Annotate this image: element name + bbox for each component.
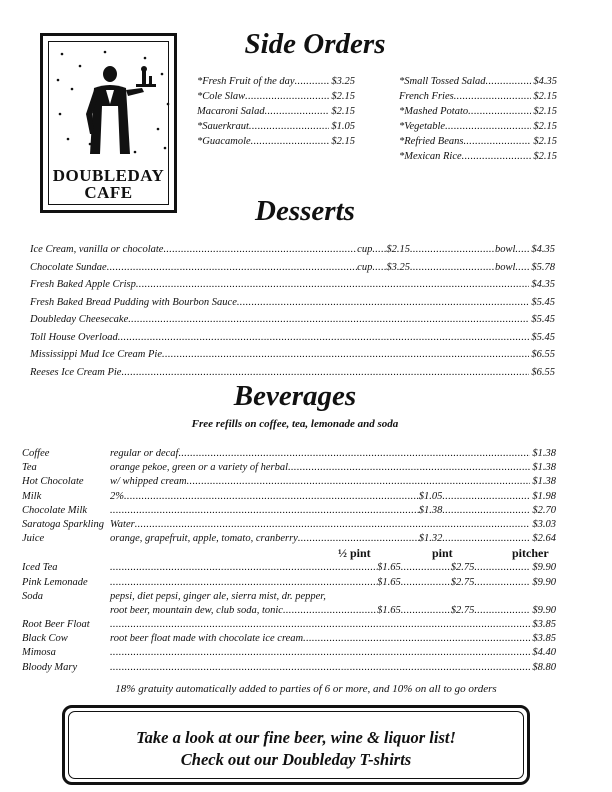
dessert-name: Fresh Baked Apple Crisp [30, 279, 136, 290]
logo-text-doubleday: DOUBLEDAY [52, 166, 165, 185]
beverage-price-row [110, 476, 556, 487]
leader-dots [283, 605, 377, 616]
side-order-item [197, 104, 355, 119]
beverage-price-row [110, 462, 556, 473]
leader-dots [515, 261, 529, 275]
beverage-name: Tea [22, 462, 37, 474]
side-order-item [399, 89, 557, 104]
dessert-price: $6.55 [531, 349, 555, 360]
leader-dots [372, 243, 386, 257]
beverage-price: $2.70 [532, 504, 556, 516]
doubleday-cafe-logo [40, 33, 177, 213]
dessert-bowl-label: bowl [494, 244, 516, 255]
beverage-name: Black Cow [22, 633, 68, 645]
dessert-item [30, 243, 555, 257]
leader-dots [135, 519, 531, 530]
dessert-name: Ice Cream, vanilla or chocolate [30, 244, 164, 255]
dessert-item [30, 278, 555, 292]
leader-dots [401, 562, 451, 573]
beverages-title: Beverages [233, 380, 357, 412]
footer-line-beer-list: Take a look at our fine beer, wine & liquor list! [136, 728, 456, 747]
side-order-name: *Vegetable [399, 121, 446, 132]
logo-text-cafe: CAFE [84, 183, 133, 202]
beverage-price: $3.85 [532, 619, 556, 630]
dessert-item [30, 331, 555, 345]
side-order-price: $1.05 [331, 121, 355, 132]
side-order-price: $2.15 [533, 151, 557, 162]
beverage-name: Milk [22, 490, 42, 502]
side-order-name: *Fresh Fruit of the day [197, 76, 295, 87]
dessert-name: Chocolate Sundae [30, 261, 107, 273]
leader-dots [110, 647, 530, 658]
dessert-name: Doubleday Cheesecake [30, 314, 129, 325]
side-order-price: $2.15 [331, 136, 355, 147]
side-order-price: $2.15 [533, 91, 557, 102]
leader-dots [401, 605, 451, 616]
leader-dots [124, 491, 419, 502]
leader-dots [110, 577, 377, 588]
leader-dots [121, 366, 529, 380]
side-order-item [197, 134, 355, 149]
leader-dots [410, 261, 495, 275]
waiter-illustration-icon [50, 44, 175, 159]
beverage-name: Juice [22, 533, 45, 545]
dessert-cup-label: cup [357, 244, 373, 255]
leader-dots [295, 74, 330, 89]
side-order-item [399, 104, 557, 119]
beverage-price-row [110, 633, 556, 644]
beverage-pint-price: $2.75 [450, 576, 475, 588]
beverage-price: $1.38 [532, 462, 556, 474]
dessert-item [30, 348, 555, 362]
beverage-price: $1.98 [532, 490, 556, 502]
beverage-half-pint-price: $1.65 [377, 562, 401, 574]
leader-dots [442, 505, 530, 516]
side-order-name: *Mashed Potato [399, 106, 469, 117]
beverage-price-row [110, 647, 556, 658]
dessert-cup-price: $2.15 [386, 244, 410, 255]
leader-dots [486, 74, 532, 89]
beverage-description: root beer float made with chocolate ice cream [110, 633, 304, 645]
leader-dots [410, 243, 495, 257]
beverage-price: $9.90 [532, 604, 556, 616]
beverage-name: Saratoga Sparkling [22, 519, 104, 530]
leader-dots [303, 633, 530, 644]
leader-dots [110, 619, 530, 630]
side-order-item [399, 119, 557, 134]
leader-dots [136, 278, 530, 292]
beverage-description: 2% [110, 490, 124, 502]
dessert-cup-label: cup [357, 261, 373, 273]
beverage-price: $4.40 [532, 647, 556, 659]
leader-dots [118, 331, 530, 345]
side-order-name: *Sauerkraut [197, 121, 249, 132]
leader-dots [442, 491, 530, 502]
beverage-price: $2.64 [532, 533, 556, 545]
beverage-price-row [110, 491, 556, 502]
dessert-item [30, 296, 555, 310]
dessert-price: $6.55 [531, 366, 555, 378]
side-order-price: $2.15 [533, 136, 557, 147]
beverage-price-row [110, 662, 556, 673]
leader-dots [468, 104, 531, 119]
side-order-price: $2.15 [331, 91, 355, 102]
dessert-price: $5.45 [531, 331, 555, 343]
leader-dots [288, 462, 530, 473]
gratuity-note: 18% gratuity automatically added to parties of 6 or more, and 10% on all to go orders [115, 683, 497, 695]
side-order-name: *Guacamole [197, 136, 251, 147]
leader-dots [162, 348, 529, 362]
leader-dots [178, 448, 530, 459]
side-order-name: French Fries [399, 91, 454, 102]
leader-dots [401, 577, 451, 588]
leader-dots [187, 476, 531, 487]
leader-dots [454, 89, 532, 104]
footer-line-tshirts: Check out our Doubleday T-shirts [180, 750, 412, 769]
side-order-name: *Small Tossed Salad [399, 76, 486, 87]
beverage-name: Soda [22, 590, 43, 602]
dessert-item [30, 313, 555, 327]
beverage-half-pint-price: $1.65 [377, 576, 401, 588]
size-header-pint: pint [432, 546, 453, 560]
dessert-name: Mississippi Mud Ice Cream Pie [30, 349, 163, 360]
beverage-price: $9.90 [532, 562, 556, 574]
leader-dots [515, 243, 529, 257]
beverage-description: pepsi, diet pepsi, ginger ale, sierra mist, dr. pepper, [110, 590, 326, 602]
beverage-description: Water [110, 519, 135, 530]
side-order-item [399, 149, 557, 164]
side-orders-right-column [399, 74, 559, 164]
size-header-half-pint: ½ pint [338, 546, 371, 560]
leader-dots [265, 104, 330, 119]
side-order-item [399, 134, 557, 149]
beverage-name: Root Beer Float [22, 619, 90, 630]
side-order-item [197, 119, 355, 134]
dessert-price: $5.45 [531, 314, 555, 325]
side-order-price: $2.15 [331, 106, 355, 117]
beverage-description: root beer, mountain dew, club soda, tonic [110, 604, 283, 616]
side-order-name: *Mexican Rice [399, 151, 462, 162]
side-order-price: $2.15 [533, 106, 557, 117]
side-order-name: *Cole Slaw [197, 91, 246, 102]
beverage-price-row [110, 448, 556, 459]
dessert-name: Reeses Ice Cream Pie [30, 366, 122, 378]
dessert-cup-price: $3.25 [386, 261, 410, 273]
leader-dots [163, 243, 357, 257]
beverage-name: Mimosa [22, 647, 56, 659]
beverage-small-price: $1.32 [418, 533, 443, 545]
dessert-price: $4.35 [531, 279, 555, 290]
beverage-price: $1.38 [532, 476, 556, 488]
leader-dots [474, 562, 530, 573]
side-order-item [197, 89, 355, 104]
footer-banner [62, 705, 530, 785]
leader-dots [463, 134, 531, 149]
leader-dots [237, 296, 530, 310]
dessert-name: Toll House Overload [30, 331, 118, 343]
beverage-description: regular or decaf [110, 448, 179, 459]
beverage-name: Chocolate Milk [22, 504, 88, 516]
beverage-name: Coffee [22, 448, 50, 459]
leader-dots [298, 533, 419, 544]
dessert-item [30, 261, 555, 275]
side-order-item [197, 74, 355, 89]
side-order-price: $3.25 [331, 76, 355, 87]
leader-dots [110, 505, 419, 516]
beverage-pint-price: $2.75 [450, 562, 475, 574]
beverage-small-price: $1.05 [418, 490, 443, 502]
beverage-price-row [110, 577, 556, 588]
beverage-pint-price: $2.75 [450, 604, 475, 616]
dessert-item [30, 366, 555, 380]
beverage-description: orange pekoe, green or a variety of herbal [110, 462, 289, 474]
side-orders-title: Side Orders [244, 28, 386, 60]
dessert-name: Fresh Baked Bread Pudding with Bourbon Sauce [30, 296, 237, 308]
leader-dots [128, 313, 529, 327]
beverage-half-pint-price: $1.65 [377, 604, 401, 616]
beverage-price-row [110, 505, 556, 516]
beverage-name: Bloody Mary [22, 661, 78, 673]
beverage-name: Hot Chocolate [22, 476, 84, 488]
leader-dots [474, 577, 530, 588]
beverage-description: orange, grapefruit, apple, tomato, cranberry [110, 533, 298, 545]
beverage-price-row [110, 619, 556, 630]
leader-dots [110, 562, 377, 573]
beverage-price-row [110, 605, 556, 616]
leader-dots [474, 605, 530, 616]
side-order-price: $2.15 [533, 121, 557, 132]
leader-dots [462, 149, 532, 164]
beverage-price: $8.80 [532, 661, 556, 673]
side-order-price: $4.35 [533, 76, 557, 87]
beverage-price-row [110, 519, 556, 530]
dessert-price: $5.45 [531, 296, 555, 308]
dessert-price: $4.35 [531, 244, 555, 255]
leader-dots [251, 134, 330, 149]
beverages-refill-note: Free refills on coffee, tea, lemonade and soda [191, 418, 399, 430]
beverage-price: $9.90 [532, 576, 556, 588]
beverage-price-row [110, 562, 556, 573]
leader-dots [110, 662, 530, 673]
dessert-bowl-label: bowl [494, 261, 516, 273]
dessert-price: $5.78 [531, 261, 555, 273]
leader-dots [245, 89, 329, 104]
leader-dots [445, 119, 531, 134]
desserts-title: Desserts [255, 195, 355, 227]
beverage-name: Pink Lemonade [22, 576, 88, 588]
leader-dots [442, 533, 530, 544]
beverage-price-row [110, 533, 556, 544]
leader-dots [249, 119, 329, 134]
side-order-name: Macaroni Salad [197, 106, 265, 117]
side-order-name: *Refried Beans [399, 136, 464, 147]
beverage-price: $3.03 [532, 519, 556, 530]
beverage-small-price: $1.38 [418, 504, 443, 516]
beverage-price: $1.38 [532, 448, 556, 459]
leader-dots [372, 261, 386, 275]
leader-dots [107, 261, 357, 275]
size-header-pitcher: pitcher [512, 546, 549, 560]
beverage-description: w/ whipped cream [110, 476, 187, 488]
side-order-item [399, 74, 557, 89]
beverage-name: Iced Tea [22, 562, 58, 574]
side-orders-left-column [197, 74, 357, 149]
beverage-price: $3.85 [532, 633, 556, 645]
